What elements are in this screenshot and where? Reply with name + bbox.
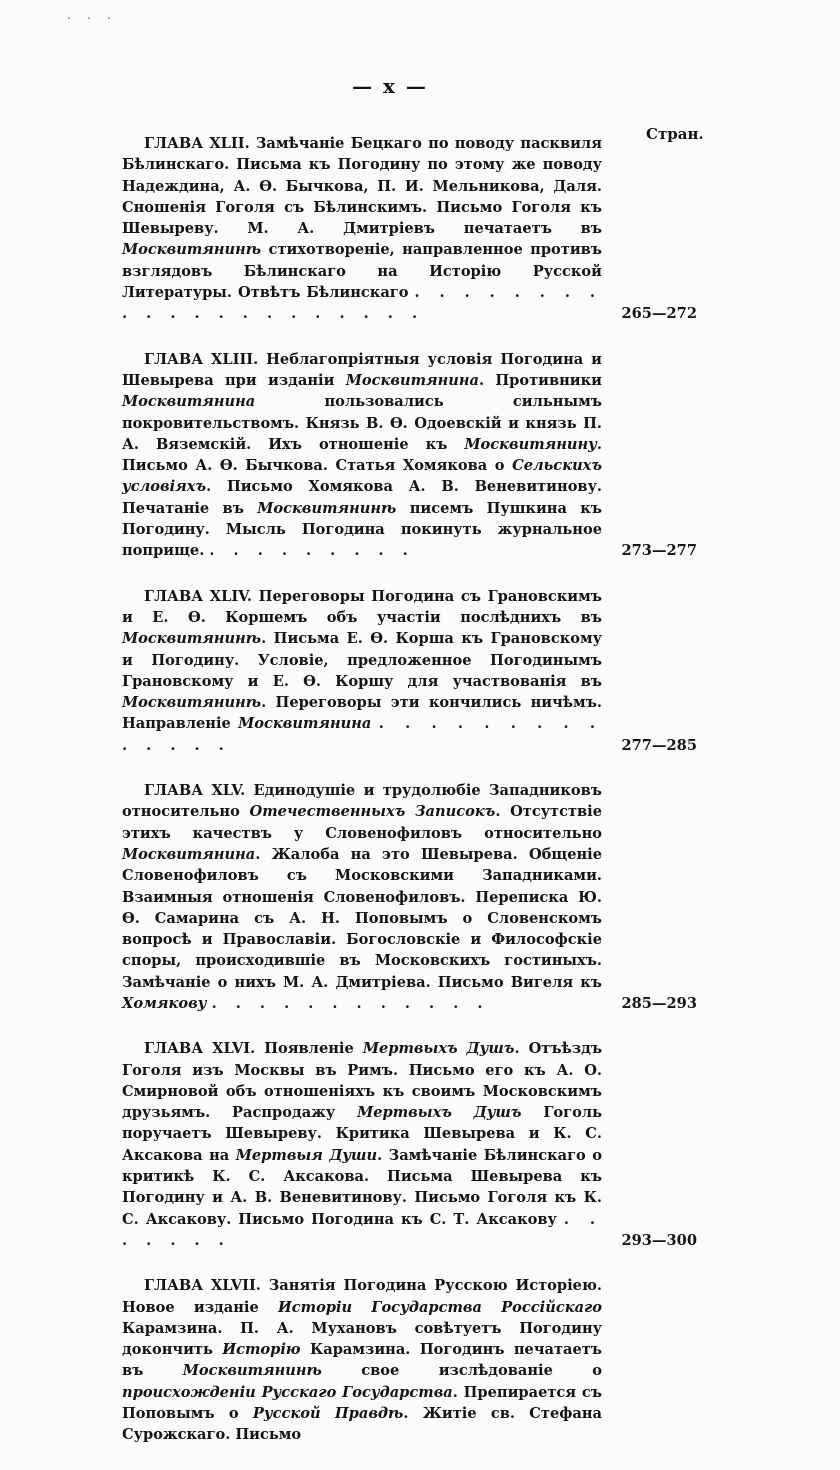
toc-entry bbox=[122, 1038, 697, 1251]
toc-entry bbox=[122, 780, 697, 1014]
chapter-summary: ГЛАВА XLIII. Неблагопріятныя условія Погодина и Шевырева при изданіи Москвитянина. Противники Москвитянина пользовались сильнымъ покровительствомъ. Князь В. Ѳ. Одоевскій и князь П. А. Вяземскій. Ихъ отношеніе къ Москвитянину. Письмо А. Ѳ. Бычкова. Статья Хомякова о Сельскихъ условіяхъ. Письмо Хомякова А. В. Веневитинову. Печатаніе въ Москвитянинѣ писемъ Пушкина къ Погодину. Мысль Погодина покинуть журнальное поприще. . . . . . . . . . bbox=[122, 350, 602, 560]
chapter-summary: ГЛАВА XLVII. Занятія Погодина Русскою Исторіею. Новое изданіе Исторіи Государства Россійскаго Карамзина. П. А. Мухановъ совѣтуетъ Погодину докончить Исторію Карамзина. Погодинъ печатаетъ въ Москвитянинѣ свое изслѣдованіе о происхожденіи Русскаго Государства. Препирается съ Поповымъ о Русской Правдѣ. Житіе св. Стефана Сурожскаго. Письмо bbox=[122, 1277, 602, 1444]
page-range: 285—293 bbox=[621, 994, 697, 1012]
toc-entry bbox=[122, 349, 697, 562]
toc-entry bbox=[122, 133, 697, 325]
page-range: 293—300 bbox=[621, 1231, 697, 1249]
page-number: — x — bbox=[352, 74, 428, 98]
page-range: 265—272 bbox=[621, 305, 697, 323]
chapter-summary: ГЛАВА XLV. Единодушіе и трудолюбіе Западниковъ относительно Отечественныхъ Записокъ. Отсутствіе этихъ качествъ у Словенофиловъ относительно Москвитянина. Жалоба на это Шевырева. Общеніе Словенофиловъ съ Московскими Западниками. Взаимныя отношенія Словенофиловъ. Переписка Ю. Ѳ. Самарина съ А. Н. Поповымъ о Словенскомъ вопросѣ и Православіи. Богословскіе и Философскіе споры, происходившіе въ Московскихъ гостиныхъ. Замѣчаніе о нихъ М. А. Дмитріева. Письмо Вигеля къ Хомякову . . . . . . . . . . . . bbox=[122, 782, 602, 1012]
page-range: 277—285 bbox=[621, 736, 697, 754]
chapter-summary: ГЛАВА XLIV. Переговоры Погодина съ Грановскимъ и Е. Ѳ. Коршемъ объ участіи послѣднихъ въ Москвитянинѣ. Письма Е. Ѳ. Корша къ Грановскому и Погодину. Условіе, предложенное Погодинымъ Грановскому и Е. Ѳ. Коршу для участвованія въ Москвитянинѣ. Переговоры эти кончились ничѣмъ. Направленіе Москвитянина . . . . . . . . . . . . . . bbox=[122, 587, 602, 754]
chapter-summary: ГЛАВА XLII. Замѣчаніе Бецкаго по поводу пасквиля Бѣлинскаго. Письма къ Погодину по этому же поводу Надеждина, А. Ѳ. Бычкова, П. И. Мельникова, Даля. Сношенія Гоголя съ Бѣлинскимъ. Письмо Гоголя къ Шевыреву. М. А. Дмитріевъ печатаетъ въ Москвитянинѣ стихотвореніе, направленное противъ взглядовъ Бѣлинскаго на Исторію Русской Литературы. Отвѣтъ Бѣлинскаго . . . . . . . . . . . . . . . . . . . . . bbox=[122, 135, 602, 323]
toc-entry bbox=[122, 586, 697, 756]
pages-column-label: Стран. bbox=[646, 125, 704, 143]
toc-entry bbox=[122, 1275, 697, 1445]
table-of-contents bbox=[122, 133, 697, 1470]
page-range: 273—277 bbox=[621, 542, 697, 560]
chapter-summary: ГЛАВА XLVI. Появленіе Мертвыхъ Душъ. Отъѣздъ Гоголя изъ Москвы въ Римъ. Письмо его къ А. О. Смирновой объ отношеніяхъ къ своимъ Московскимъ друзьямъ. Распродажу Мертвыхъ Душъ Гоголь поручаетъ Шевыреву. Критика Шевырева и К. С. Аксакова на Мертвыя Души. Замѣчаніе Бѣлинскаго о критикѣ К. С. Аксакова. Письма Шевырева къ Погодину и А. В. Веневитинову. Письмо Гоголя къ К. С. Аксакову. Письмо Погодина къ С. Т. Аксакову . . . . . . . bbox=[122, 1040, 603, 1249]
scan-artifact-dots: . . . bbox=[66, 12, 117, 23]
